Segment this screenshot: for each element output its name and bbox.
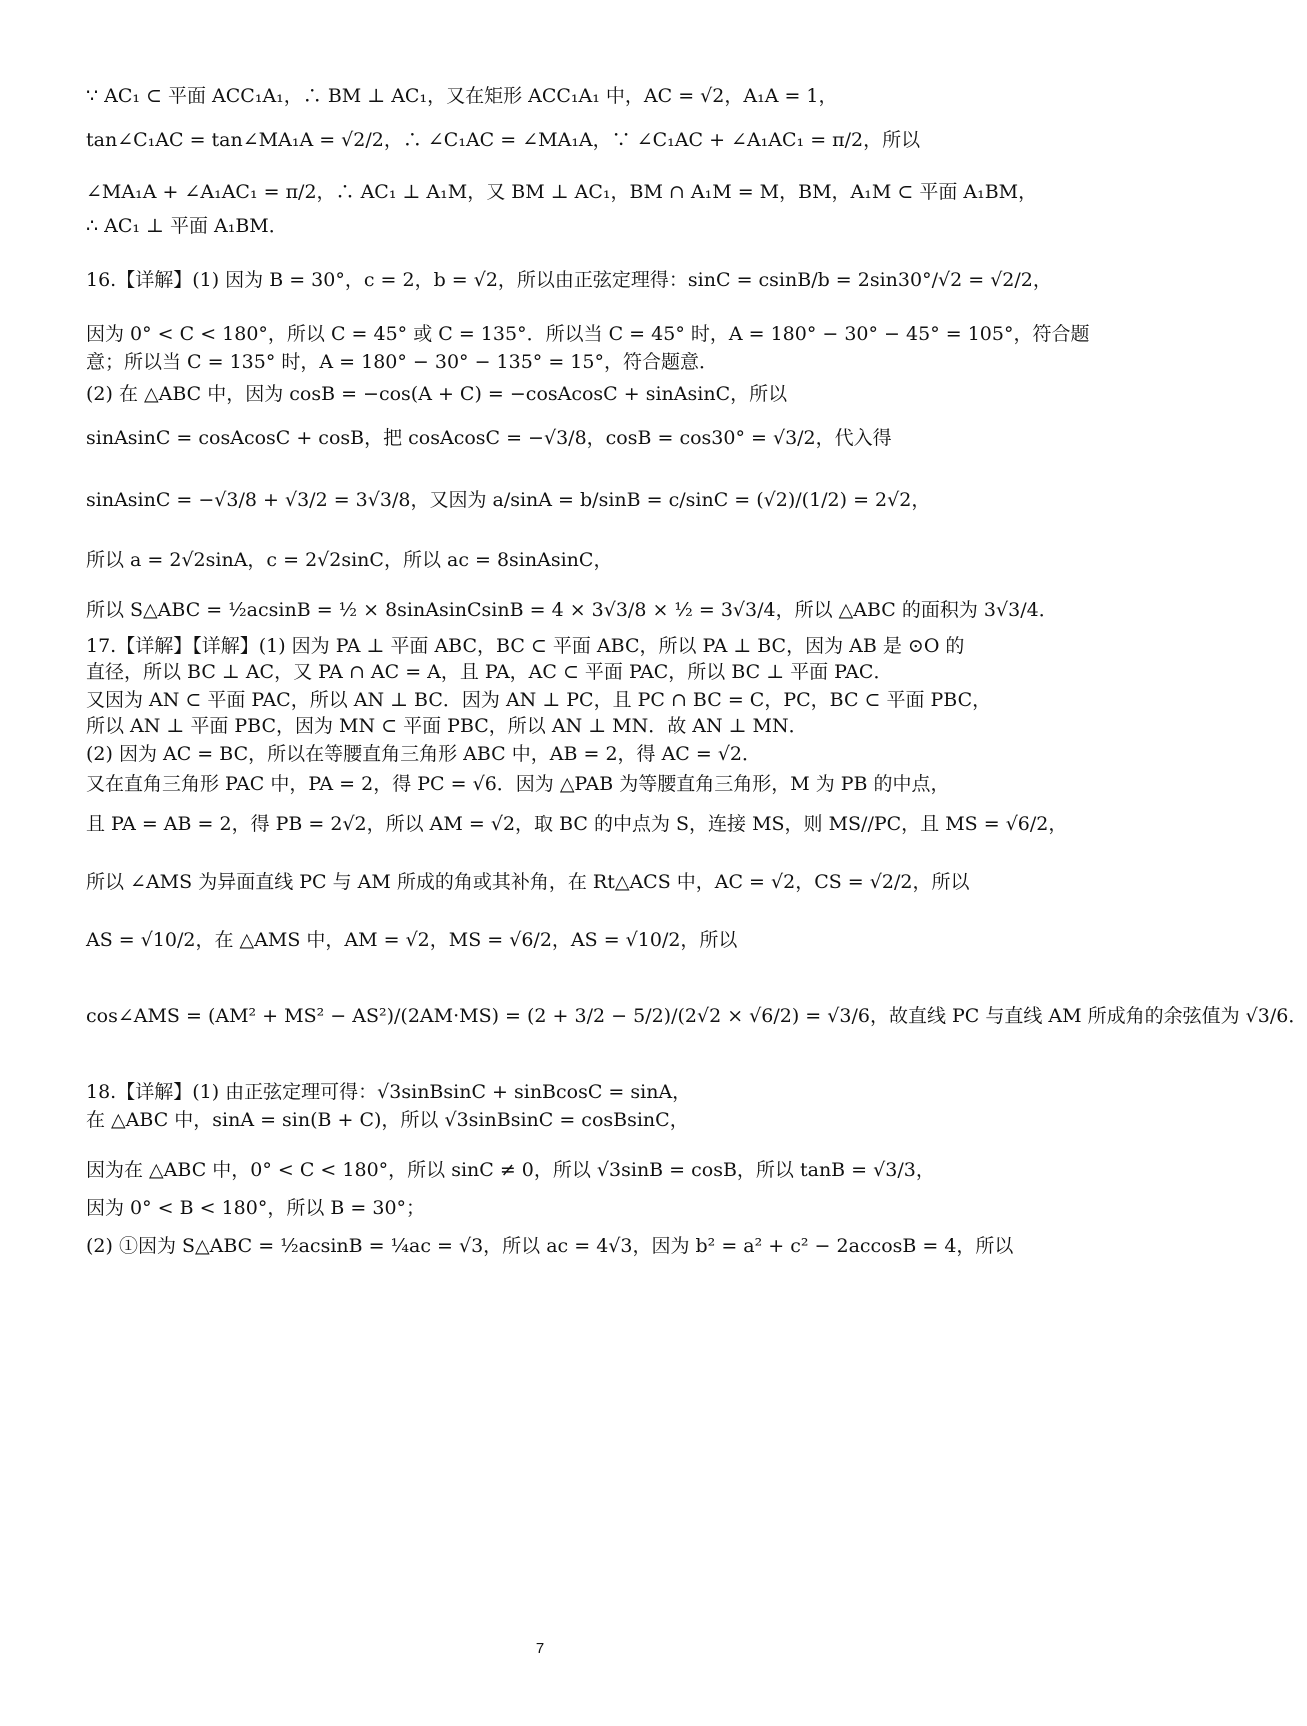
text-line: ∠MA₁A + ∠A₁AC₁ = π/2，∴ AC₁ ⊥ A₁M，又 BM ⊥ AC₁，BM ∩ A₁M = M，BM，A₁M ⊂ 平面 A₁BM， — [86, 181, 1038, 203]
page-number: 7 — [535, 1640, 545, 1657]
text-line: 18.【详解】(1) 由正弦定理可得：√3sinBsinC + sinBcosC = sinA， — [86, 1081, 692, 1103]
text-line: AS = √10/2，在 △AMS 中，AM = √2，MS = √6/2，AS = √10/2，所以 — [86, 929, 738, 951]
text-line: 在 △ABC 中，sinA = sin(B + C)，所以 √3sinBsinC = cosBsinC， — [86, 1109, 689, 1131]
text-line: 且 PA = AB = 2，得 PB = 2√2，所以 AM = √2，取 BC 的中点为 S，连接 MS，则 MS//PC，且 MS = √6/2， — [86, 813, 1068, 835]
text-line: sinAsinC = −√3/8 + √3/2 = 3√3/8，又因为 a/sinA = b/sinB = c/sinC = (√2)/(1/2) = 2√2， — [86, 489, 931, 511]
text-line: (2) 在 △ABC 中，因为 cosB = −cos(A + C) = −cosAcosC + sinAsinC，所以 — [86, 383, 788, 405]
text-line: 因为 0° < C < 180°，所以 C = 45° 或 C = 135°．所以当 C = 45° 时，A = 180° − 30° − 45° = 105°，符合题 — [86, 323, 1090, 345]
text-line: 所以 a = 2√2sinA，c = 2√2sinC，所以 ac = 8sinAsinC， — [86, 549, 613, 571]
text-line: 所以 S△ABC = ½acsinB = ½ × 8sinAsinCsinB = 4 × 3√3/8 × ½ = 3√3/4，所以 △ABC 的面积为 3√3/4． — [86, 599, 1058, 621]
text-line: 因为在 △ABC 中，0° < C < 180°，所以 sinC ≠ 0，所以 √3sinB = cosB，所以 tanB = √3/3， — [86, 1159, 935, 1181]
text-line: ∴ AC₁ ⊥ 平面 A₁BM． — [86, 215, 288, 237]
text-line: 所以 AN ⊥ 平面 PBC，因为 MN ⊂ 平面 PBC，所以 AN ⊥ MN．故 AN ⊥ MN． — [86, 715, 808, 737]
text-line: sinAsinC = cosAcosC + cosB，把 cosAcosC = −√3/8，cosB = cos30° = √3/2，代入得 — [86, 427, 892, 449]
text-line: 直径，所以 BC ⊥ AC，又 PA ∩ AC = A，且 PA，AC ⊂ 平面 PAC，所以 BC ⊥ 平面 PAC． — [86, 661, 893, 683]
text-line: cos∠AMS = (AM² + MS² − AS²)/(2AM·MS) = (2 + 3/2 − 5/2)/(2√2 × √6/2) = √3/6，故直线 PC 与直线 AM 所成角的余弦值为 √3/6． — [86, 1005, 1307, 1027]
text-line: (2) 因为 AC = BC，所以在等腰直角三角形 ABC 中，AB = 2，得 AC = √2． — [86, 743, 762, 765]
text-line: ∵ AC₁ ⊂ 平面 ACC₁A₁，∴ BM ⊥ AC₁，又在矩形 ACC₁A₁ 中，AC = √2，A₁A = 1， — [86, 85, 838, 107]
text-line: (2) ①因为 S△ABC = ½acsinB = ¼ac = √3，所以 ac = 4√3，因为 b² = a² + c² − 2accosB = 4，所以 — [86, 1235, 1014, 1257]
text-line: tan∠C₁AC = tan∠MA₁A = √2/2，∴ ∠C₁AC = ∠MA₁A，∵ ∠C₁AC + ∠A₁AC₁ = π/2，所以 — [86, 129, 921, 151]
text-line: 因为 0° < B < 180°，所以 B = 30°； — [86, 1197, 426, 1219]
text-line: 所以 ∠AMS 为异面直线 PC 与 AM 所成的角或其补角，在 Rt△ACS 中，AC = √2，CS = √2/2，所以 — [86, 871, 970, 893]
text-line: 又在直角三角形 PAC 中，PA = 2，得 PC = √6．因为 △PAB 为等腰直角三角形，M 为 PB 的中点， — [86, 773, 950, 795]
text-line: 16.【详解】(1) 因为 B = 30°，c = 2，b = √2，所以由正弦定理得：sinC = csinB/b = 2sin30°/√2 = √2/2， — [86, 269, 1052, 291]
text-line: 意；所以当 C = 135° 时，A = 180° − 30° − 135° = 15°，符合题意． — [86, 351, 718, 373]
text-line: 17.【详解】【详解】(1) 因为 PA ⊥ 平面 ABC，BC ⊂ 平面 ABC，所以 PA ⊥ BC，因为 AB 是 ⊙O 的 — [86, 635, 965, 657]
text-line: 又因为 AN ⊂ 平面 PAC，所以 AN ⊥ BC．因为 AN ⊥ PC，且 PC ∩ BC = C，PC，BC ⊂ 平面 PBC， — [86, 689, 992, 711]
